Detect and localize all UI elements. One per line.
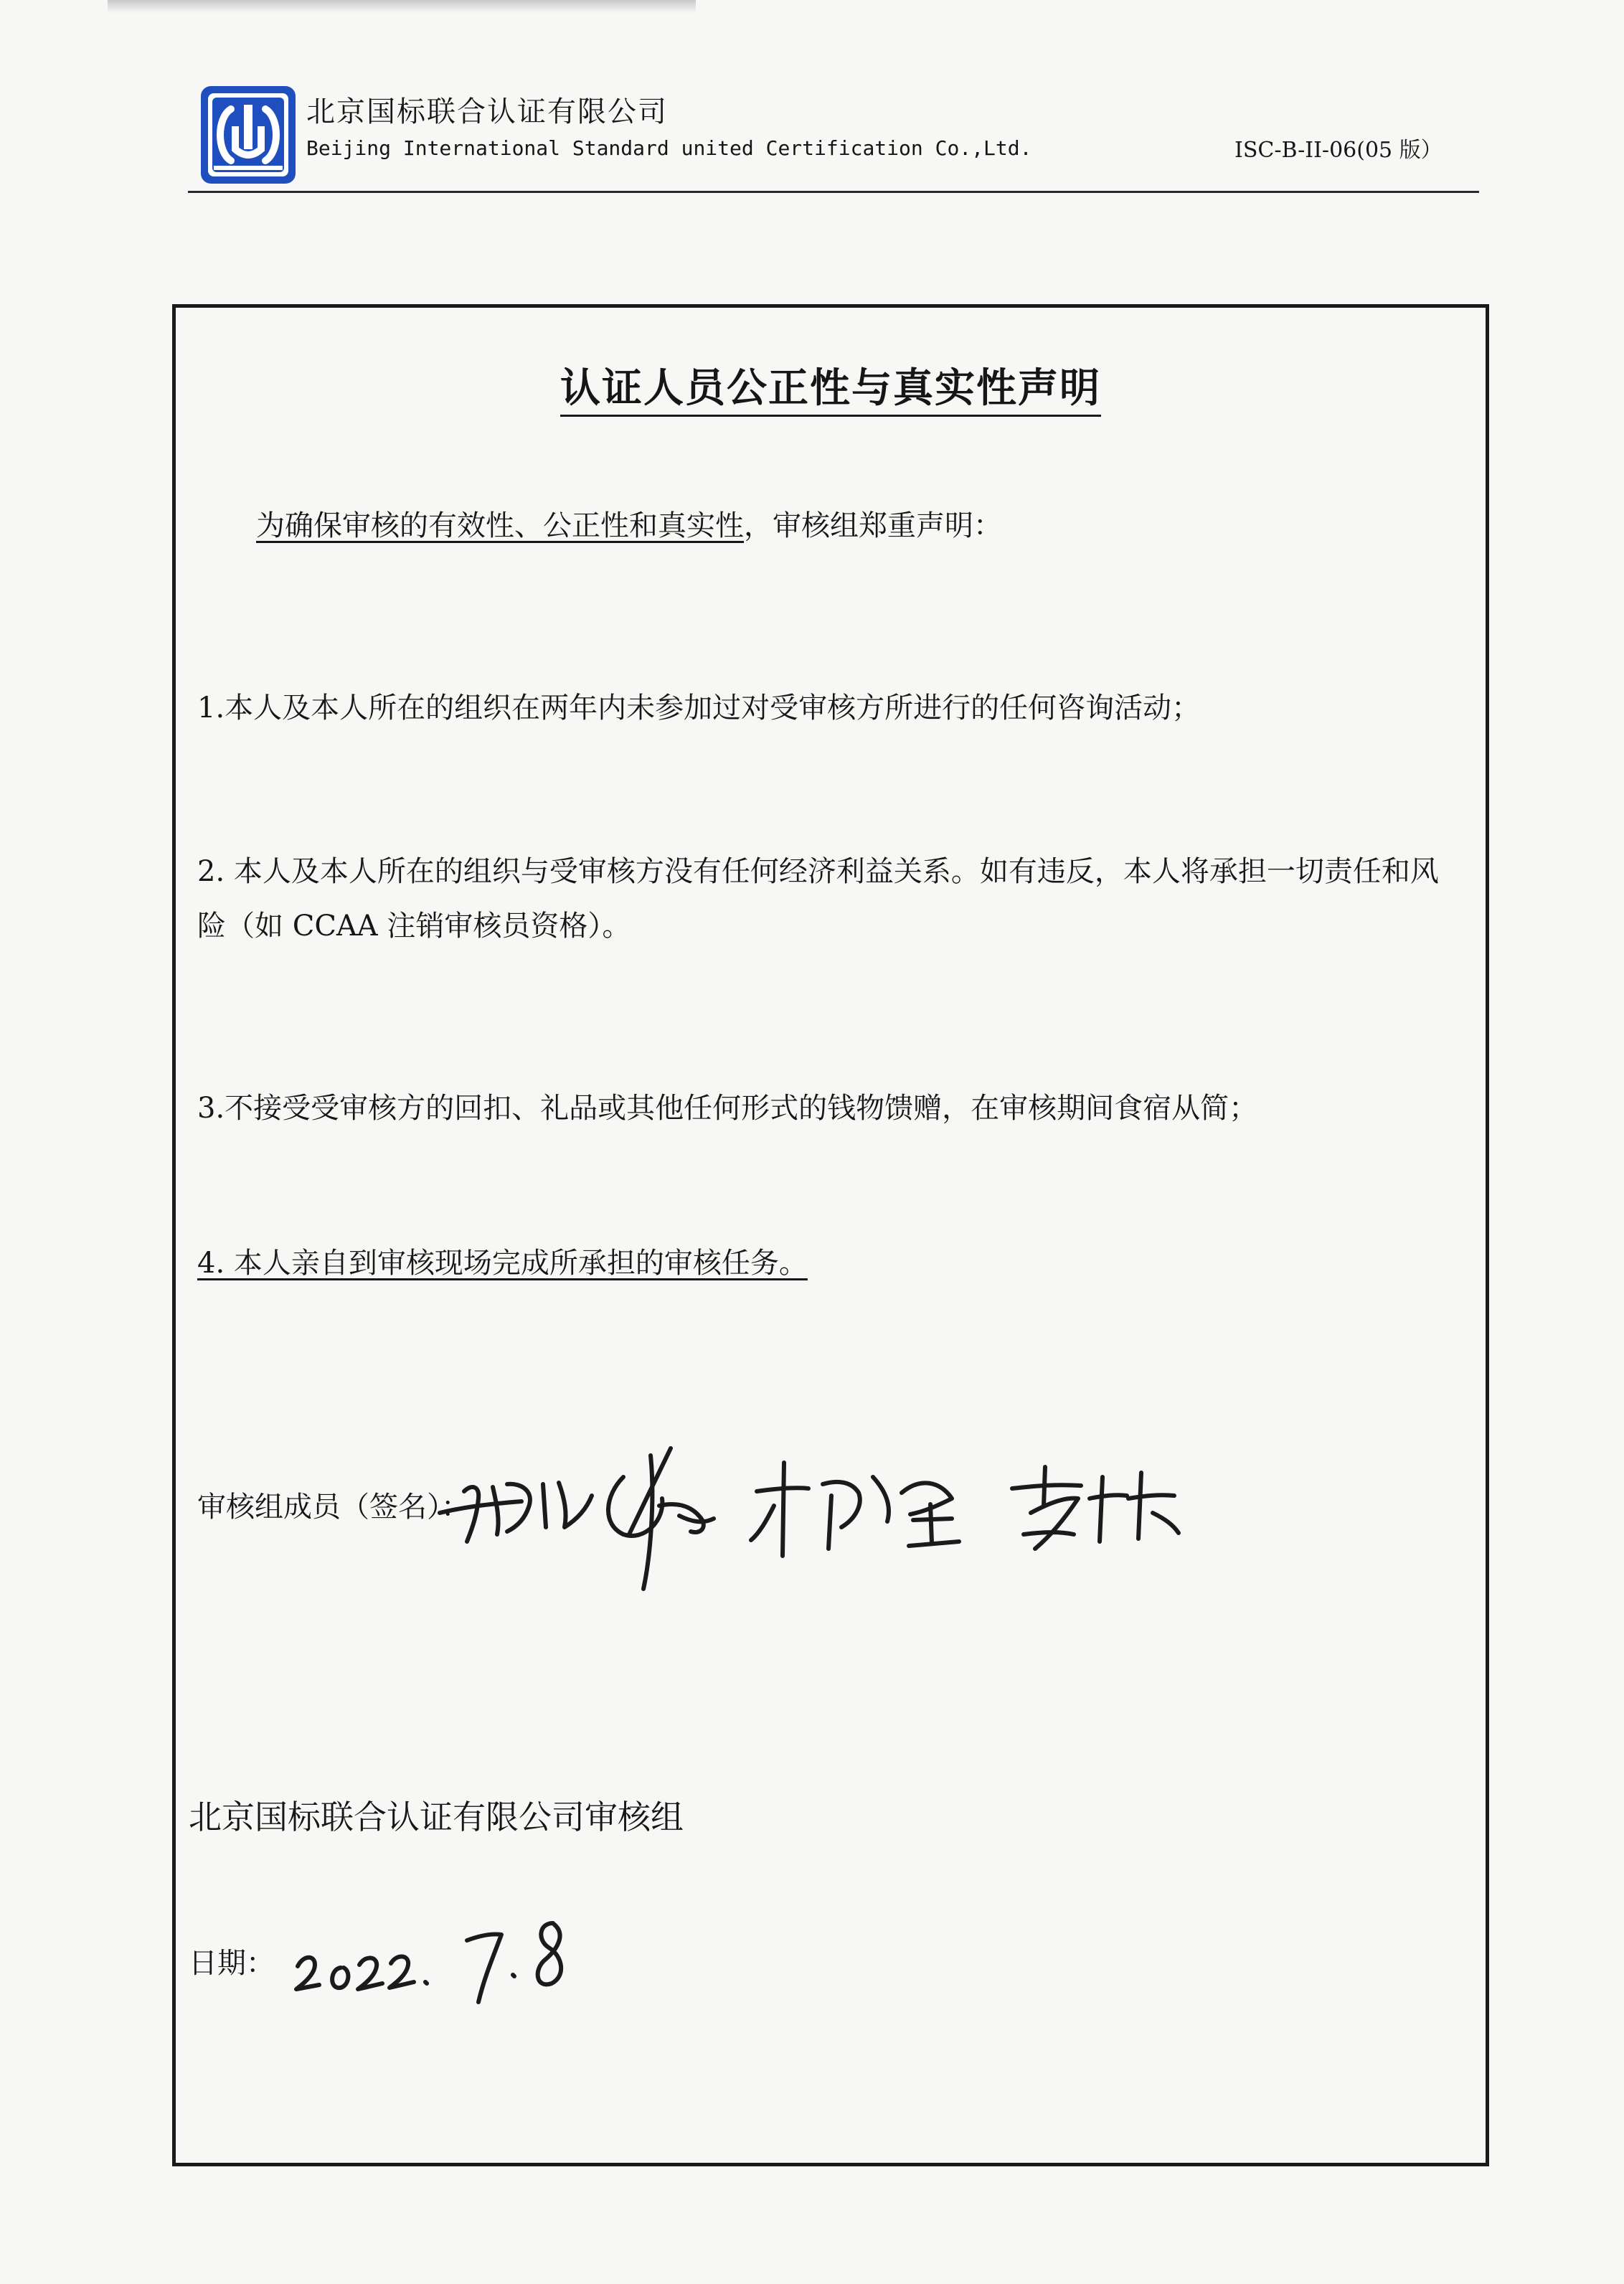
company-name-en: Beijing International Standard united Certification Co.,Ltd. bbox=[306, 136, 1032, 160]
scan-edge-shadow bbox=[108, 0, 696, 13]
intro-rest-text: ，审核组郑重声明： bbox=[744, 509, 1002, 542]
document-title-text: 认证人员公正性与真实性声明 bbox=[560, 365, 1101, 417]
declaration-item-1: 1.本人及本人所在的组织在两年内未参加过对受审核方所进行的任何咨询活动； bbox=[197, 692, 1201, 725]
declaration-item-2: 2. 本人及本人所在的组织与受审核方没有任何经济利益关系。如有违反，本人将承担一切责任和风险（如 CCAA 注销审核员资格）。 bbox=[197, 855, 1439, 943]
declaration-form bbox=[172, 304, 1489, 2166]
handwritten-date bbox=[291, 1897, 592, 2005]
date-label: 日期： bbox=[189, 1947, 275, 1980]
company-name-cn: 北京国标联合认证有限公司 bbox=[306, 95, 668, 128]
signature-label: 审核组成员（签名）： bbox=[197, 1491, 470, 1524]
document-title bbox=[176, 357, 1486, 414]
header-divider bbox=[188, 191, 1479, 193]
declaration-item-4-text: 4. 本人亲自到审核现场完成所承担的审核任务。 bbox=[197, 1247, 808, 1280]
document-header bbox=[188, 80, 1479, 202]
declaration-item-4 bbox=[197, 1236, 1467, 1290]
organization-name: 北京国标联合认证有限公司审核组 bbox=[189, 1798, 684, 1836]
company-logo-icon bbox=[198, 83, 298, 187]
intro-underlined-text: 为确保审核的有效性、公正性和真实性 bbox=[256, 509, 744, 542]
declaration-item-3: 3.不接受受审核方的回扣、礼品或其他任何形式的钱物馈赠，在审核期间食宿从简； bbox=[197, 1092, 1258, 1125]
intro-statement bbox=[256, 499, 1526, 553]
form-code: ISC-B-II-06(05 版） bbox=[1234, 138, 1443, 163]
handwritten-signatures bbox=[435, 1427, 1224, 1599]
